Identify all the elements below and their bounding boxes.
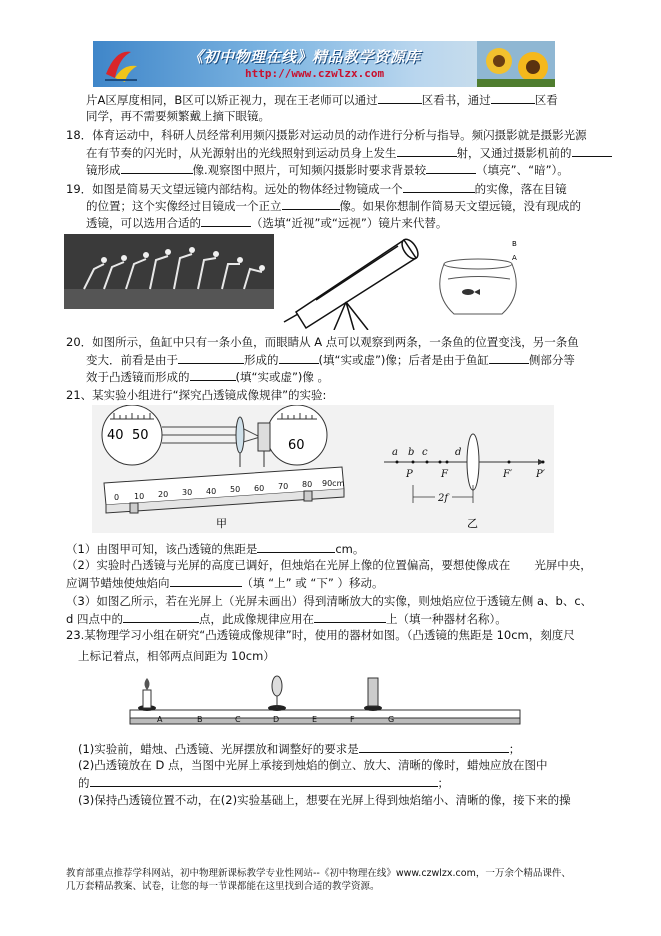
answer-blank[interactable]	[90, 774, 438, 787]
footer-line: 教育部重点推荐学科网站，初中物理新课标教学专业性网站--《初中物理在线》www.czwlzx.com，一万余个精品课件、	[66, 868, 571, 879]
answer-blank[interactable]	[279, 351, 319, 364]
answer-blank[interactable]	[282, 197, 340, 210]
text-line: 的 ；	[78, 776, 449, 790]
point-label: a	[392, 447, 398, 458]
point-label: P	[406, 469, 413, 480]
point-label: c	[422, 447, 428, 458]
ruler-tick: 40	[206, 487, 217, 496]
answer-blank[interactable]	[491, 91, 535, 104]
answer-blank[interactable]	[123, 610, 199, 623]
answer-blank[interactable]	[190, 368, 236, 381]
point-a-label: A	[512, 254, 517, 262]
fishbowl-diagram	[432, 234, 532, 324]
answer-blank[interactable]	[121, 161, 193, 174]
text-line: 在有节奏的闪光时，从光源射出的光线照射到运动员身上发生 射，又通过摄影机前的	[86, 144, 612, 161]
point-b-label: B	[512, 240, 517, 248]
question-23: 23.某物理学习小组在研究“凸透镜成像规律”时，使用的器材如图。（凸透镜的焦距是 10cm，刻度尺	[66, 628, 575, 642]
ruler-tick: 10	[134, 492, 145, 501]
bench-point: D	[273, 715, 280, 724]
text-line: 上标记着点，相邻两点间距为 10cm）	[78, 649, 275, 663]
text-line: 片A区厚度相同，B区可以矫正视力，现在王老师可以通过 区看书，通过 区看	[86, 93, 558, 107]
text-line: 应调节蜡烛使烛焰向 （填 “上” 或 “下” ）移动。	[66, 576, 384, 590]
answer-blank[interactable]	[489, 351, 529, 364]
answer-blank[interactable]	[314, 610, 386, 623]
text-line: 镜形成 像.观察图中照片，可知频闪摄影时要求背景较 （填亮”、“暗”）。	[86, 163, 569, 177]
answer-blank[interactable]	[170, 574, 242, 587]
bench-point: E	[312, 715, 318, 724]
question-18: 18．体育运动中，科研人员经常利用频闪摄影对运动员的动作进行分析与指导。频闪摄影就是摄影光源	[66, 128, 587, 142]
text-line: 的位置；这个实像经过目镜成一个正立 像。如果你想制作简易天文望远镜，没有现成的	[86, 199, 581, 213]
experiment-figure	[92, 405, 554, 533]
question-23-1: (1)实验前，蜡烛、凸透镜、光屏摆放和调整好的要求是 ；	[78, 742, 521, 756]
question-21: 21、某实验小组进行“探究凸透镜成像规律”的实验:	[66, 388, 327, 402]
bench-point: C	[235, 715, 241, 724]
point-label: P′	[536, 469, 545, 480]
answer-blank[interactable]	[397, 144, 457, 157]
answer-blank[interactable]	[257, 540, 335, 553]
ruler-tick: 0	[114, 493, 120, 502]
point-label: b	[408, 447, 415, 458]
text-line: 同学，再不需要频繁戴上摘下眼镜。	[86, 109, 270, 123]
page-footer	[66, 867, 571, 893]
footer-line: 几万套精品教案、试卷，让您的每一节课都能在这里找到合适的教学资源。	[66, 881, 380, 892]
point-label: F	[441, 469, 448, 480]
question-23-3: (3)保持凸透镜位置不动，在(2)实验基础上，想要在光屏上得到烛焰缩小、清晰的像，接下来的操	[78, 793, 571, 807]
caption-jia: 甲	[216, 517, 227, 530]
distance-label: 2f	[438, 493, 449, 504]
banner-title: 《初中物理在线》精品教学资源库	[188, 48, 421, 66]
answer-blank[interactable]	[201, 214, 251, 227]
answer-blank[interactable]	[178, 351, 244, 364]
text-line: 变大．前看是由于 形成的 (填“实或虚”)像；后者是由于鱼缸 侧部分等	[86, 353, 575, 367]
question-21-1: （1）由图甲可知，该凸透镜的焦距是 cm。	[66, 542, 365, 556]
point-label: d	[455, 447, 462, 458]
ruler-tick: 50	[230, 485, 241, 494]
answer-blank[interactable]	[403, 180, 475, 193]
ruler-tick: 60	[254, 484, 265, 493]
optical-bench-figure	[120, 672, 530, 732]
ruler-tick: 30	[182, 488, 193, 497]
question-20: 20．如图所示，鱼缸中只有一条小鱼，而眼睛从 A 点可以观察到两条，一条鱼的位置变浅，另一条鱼	[66, 335, 579, 349]
dial-label: 60	[288, 438, 305, 453]
ruler-tick: 80	[302, 480, 313, 489]
answer-blank[interactable]	[378, 91, 422, 104]
ruler-tick: 70	[278, 482, 289, 491]
text-line: 效于凸透镜而形成的 (填“实或虚”)像 。	[86, 370, 330, 384]
banner-url[interactable]: http://www.czwlzx.com	[245, 67, 385, 80]
header-banner	[93, 41, 555, 87]
logo-icon	[101, 44, 141, 84]
dial-label: 40	[107, 428, 124, 443]
bench-point: G	[388, 715, 395, 724]
ruler-tick: 90cm	[322, 479, 345, 488]
answer-blank[interactable]	[572, 144, 612, 157]
caption-yi: 乙	[467, 517, 478, 530]
bench-point: F	[350, 715, 355, 724]
telescope-diagram	[276, 230, 426, 330]
stroboscopic-photo	[64, 234, 274, 309]
answer-blank[interactable]	[359, 740, 509, 753]
point-label: F′	[503, 469, 513, 480]
bench-point: B	[197, 715, 203, 724]
dial-label: 50	[132, 428, 149, 443]
text-line: 透镜，可以选用合适的 （选填“近视”或“远视”）镜片来代替。	[86, 216, 448, 230]
question-23-2: (2)凸透镜放在 D 点，当图中光屏上承接到烛焰的倒立、放大、清晰的像时，蜡烛应放在图中	[78, 758, 548, 772]
question-21-2: （2）实验时凸透镜与光屏的高度已调好，但烛焰在光屏上像的位置偏高，要想使像成在 光屏中央，	[66, 558, 592, 572]
question-21-3: （3）如图乙所示，若在光屏上（光屏未画出）得到清晰放大的实像，则烛焰应位于透镜左侧 a、b、c、	[66, 594, 593, 608]
text-line: d 四点中的 点，此成像规律应用在 上（填一种器材名称）。	[66, 612, 507, 626]
question-19: 19．如图是简易天文望远镜内部结构。远处的物体经过物镜成一个 的实像，落在目镜	[66, 182, 567, 196]
answer-blank[interactable]	[426, 161, 476, 174]
ruler-tick: 20	[158, 490, 169, 499]
bench-point: A	[157, 715, 163, 724]
sunflower-image	[477, 41, 555, 87]
